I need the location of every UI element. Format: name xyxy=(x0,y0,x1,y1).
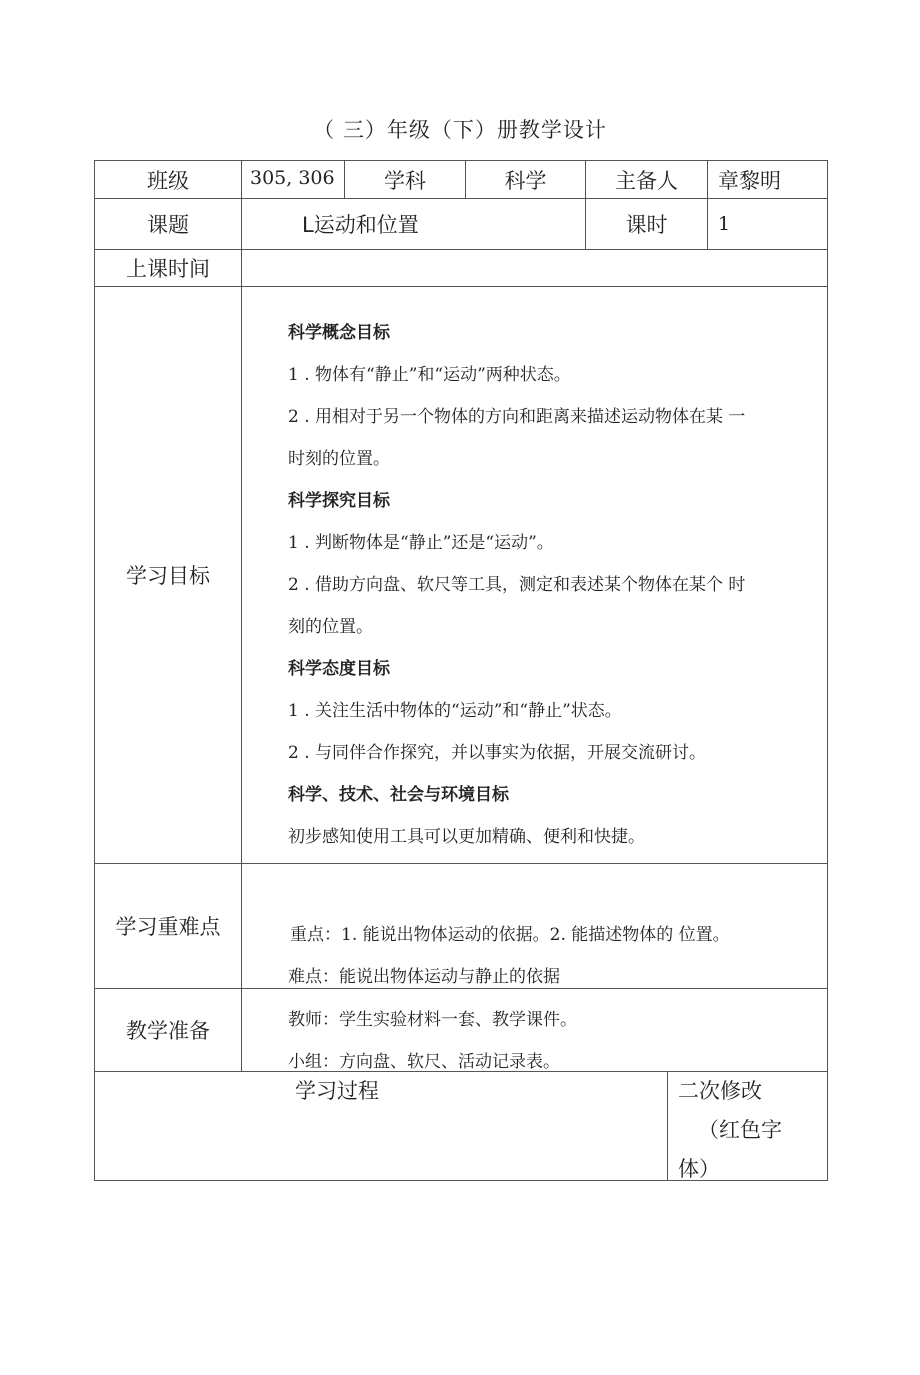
lead-value: 章黎明 xyxy=(718,168,781,193)
period-value-cell xyxy=(707,198,828,250)
objectives-label: 学习目标 xyxy=(126,564,210,588)
inquiry-heading: 科学探究目标 xyxy=(288,491,390,511)
process-label: 学习过程 xyxy=(295,1079,379,1103)
keypoints-focus: 重点：1. 能说出物体运动的依据。2. 能描述物体的 位置。 xyxy=(290,925,730,945)
lead-label: 主备人 xyxy=(615,168,678,193)
objectives-content-cell xyxy=(241,286,828,864)
concept-item-1: 1 . 物体有“静止”和“运动”两种状态。 xyxy=(288,365,571,385)
inquiry-item-2: 2 . 借助方向盘、软尺等工具，测定和表述某个物体在某个 时 xyxy=(288,575,746,595)
time-value-cell xyxy=(241,249,828,287)
keypoints-difficulty: 难点：能说出物体运动与静止的依据 xyxy=(288,967,560,987)
period-value: 1 xyxy=(718,213,731,235)
subject-value-cell xyxy=(465,160,586,199)
lead-label-cell xyxy=(585,160,708,199)
attitude-item-2: 2 . 与同伴合作探究，并以事实为依据，开展交流研讨。 xyxy=(288,743,707,763)
preparation-label-cell xyxy=(94,988,242,1072)
preparation-teacher: 教师：学生实验材料一套、教学课件。 xyxy=(288,1010,577,1030)
objectives-label-cell xyxy=(94,286,242,864)
topic-value: L运动和位置 xyxy=(302,213,419,237)
subject-value: 科学 xyxy=(504,168,547,193)
revision-line-3: 体） xyxy=(678,1157,720,1181)
keypoints-content-cell xyxy=(241,863,828,989)
document-title: （ 三）年级（下）册教学设计 xyxy=(313,118,607,142)
time-label: 上课时间 xyxy=(126,257,210,281)
topic-label-cell xyxy=(94,198,242,250)
topic-label: 课题 xyxy=(147,213,189,237)
revision-cell xyxy=(667,1071,828,1181)
concept-heading: 科学概念目标 xyxy=(288,323,390,343)
time-label-cell xyxy=(94,249,242,287)
preparation-label: 教学准备 xyxy=(126,1019,210,1043)
period-label: 课时 xyxy=(625,213,668,237)
revision-line-2: （红色字 xyxy=(698,1118,782,1142)
lead-value-cell xyxy=(707,160,828,199)
topic-value-cell xyxy=(241,198,586,250)
preparation-group: 小组：方向盘、软尺、活动记录表。 xyxy=(288,1052,560,1072)
class-label-cell xyxy=(94,160,242,199)
keypoints-label: 学习重难点 xyxy=(115,915,221,939)
attitude-item-1: 1 . 关注生活中物体的“运动”和“静止”状态。 xyxy=(288,701,622,721)
class-value-cell xyxy=(241,160,345,199)
revision-line-1: 二次修改 xyxy=(678,1079,762,1103)
class-value: 305, 306 xyxy=(250,167,335,189)
period-label-cell xyxy=(585,198,708,250)
inquiry-item-2-cont: 刻的位置。 xyxy=(288,617,373,637)
attitude-heading: 科学态度目标 xyxy=(288,659,390,679)
preparation-content-cell xyxy=(241,988,828,1072)
class-label: 班级 xyxy=(147,168,189,193)
concept-item-2-cont: 时刻的位置。 xyxy=(288,449,390,469)
inquiry-item-1: 1 . 判断物体是“静止”还是“运动”。 xyxy=(288,533,554,553)
sts-heading: 科学、技术、社会与环境目标 xyxy=(288,785,509,805)
subject-label-cell xyxy=(344,160,466,199)
process-cell xyxy=(94,1071,668,1181)
concept-item-2: 2 . 用相对于另一个物体的方向和距离来描述运动物体在某 一 xyxy=(288,407,746,427)
sts-item-1: 初步感知使用工具可以更加精确、便利和快捷。 xyxy=(288,827,645,847)
subject-label: 学科 xyxy=(384,168,426,193)
keypoints-label-cell xyxy=(94,863,242,989)
